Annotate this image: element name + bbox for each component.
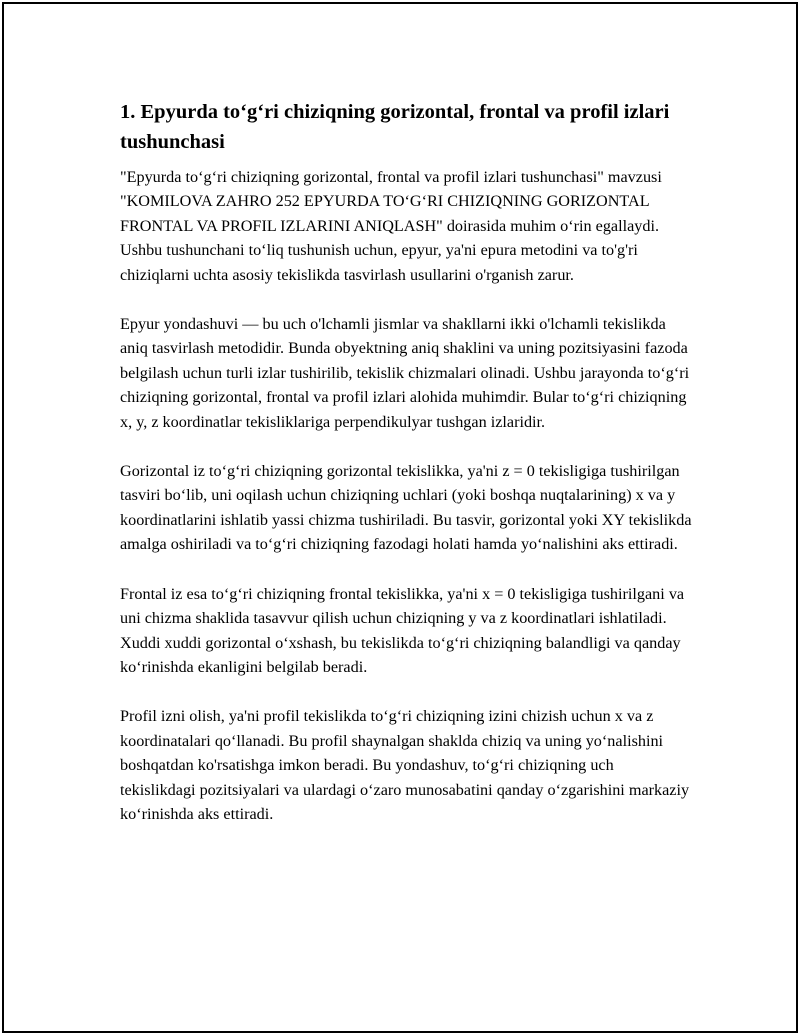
document-body bbox=[120, 97, 692, 851]
page-frame bbox=[2, 2, 798, 1033]
paragraph-3: Gorizontal iz to‘g‘ri chiziqning gorizontal tekislikka, ya'ni z = 0 tekisligiga tushirilgan tasviri bo‘lib, uni oqilash uchun chiziqning uchlari (yoki boshqa nuqtalarining) x va y koordinatlarini ishlatib yassi chizma tushiriladi. Bu tasvir, gorizontal yoki XY tekislikda amalga oshiriladi va to‘g‘ri chiziqning fazodagi holati hamda yo‘nalishini aks ettiradi. bbox=[120, 462, 692, 554]
paragraph-5: Profil izni olish, ya'ni profil tekislikda to‘g‘ri chiziqning izini chizish uchun x va z koordinatalari qo‘llanadi. Bu profil shaynalgan shaklda chiziq va uning yo‘nalishini boshqatdan ko'rsatishga imkon beradi. Bu yondashuv, to‘g‘ri chiziqning uch tekislikdagi pozitsiyalari va ulardagi o‘zaro munosabatini qanday o‘zgarishini markaziy ko‘rinishda aks ettiradi. bbox=[120, 707, 690, 823]
paragraph-1: "Epyurda to‘g‘ri chiziqning gorizontal, frontal va profil izlari tushunchasi" mavzusi "KOMILOVA ZAHRO 252 EPYURDA TO‘G‘RI CHIZIQNING GORIZONTAL FRONTAL VA PROFIL IZLARINI ANIQLASH" doirasida muhim o‘rin egallaydi. Ushbu tushunchani to‘liq tushunish uchun, epyur, ya'ni epura metodini va to'g'ri chiziqlarni uchta asosiy tekislikda tasvirlash usullarini o'rganish zarur. bbox=[120, 168, 662, 284]
paragraph-2: Epyur yondashuvi — bu uch o'lchamli jismlar va shakllarni ikki o'lchamli tekislikda aniq tasvirlash metodidir. Bunda obyektning aniq shaklini va uning pozitsiyasini fazoda belgilash uchun turli izlar tushirilib, tekislik chizmalari olinadi. Ushbu jarayonda to‘g‘ri chiziqning gorizontal, frontal va profil izlari alohida muhimdir. Bular to‘g‘ri chiziqning x, y, z koordinatlar tekisliklariga perpendikulyar tushgan izlaridir. bbox=[120, 315, 690, 431]
paragraph-4: Frontal iz esa to‘g‘ri chiziqning frontal tekislikka, ya'ni x = 0 tekisligiga tushirilgani va uni chizma shaklida tasavvur qilish uchun chiziqning y va z koordinatlari ishlatiladi. Xuddi xuddi gorizontal o‘xshash, bu tekislikda to‘g‘ri chiziqning balandligi va qanday ko‘rinishda ekanligini belgilab beradi. bbox=[120, 584, 685, 676]
section-heading: 1. Epyurda to‘g‘ri chiziqning gorizontal, frontal va profil izlari tushunchasi bbox=[120, 101, 670, 153]
